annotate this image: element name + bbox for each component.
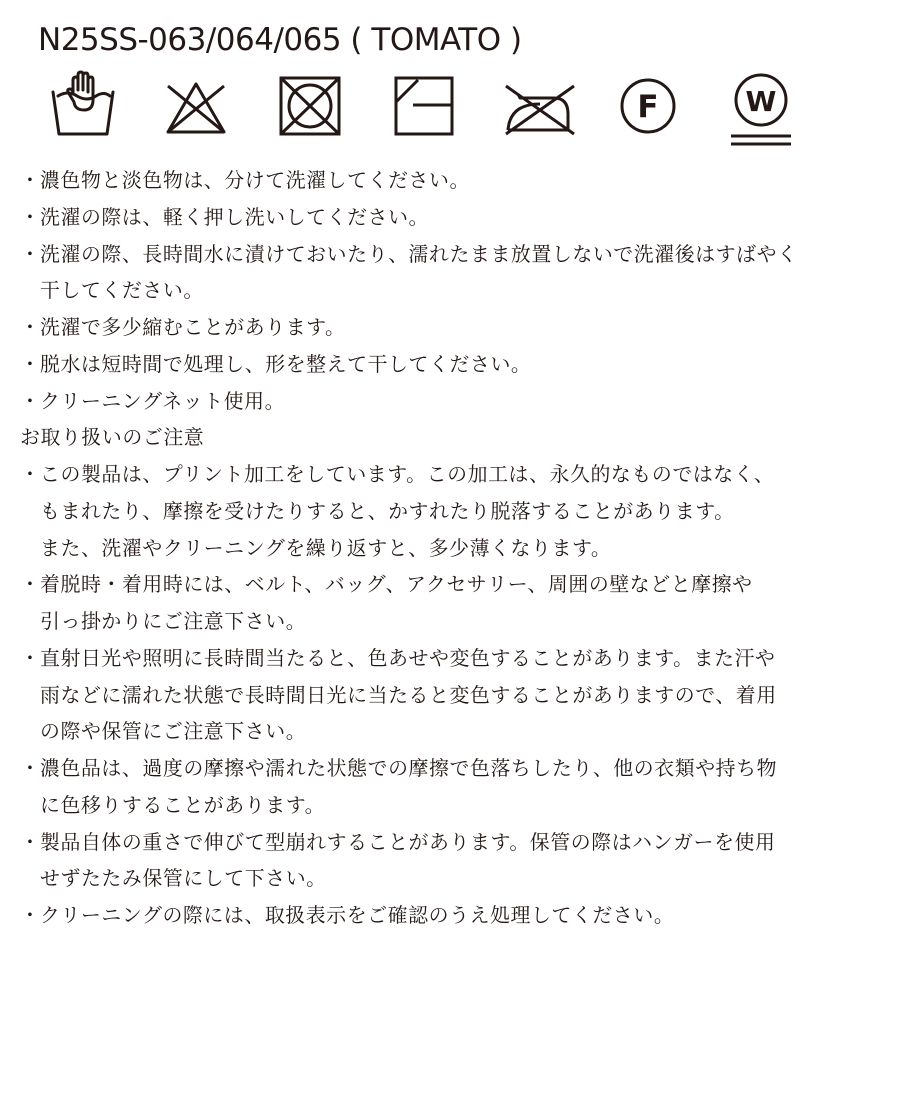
no-iron-icon	[500, 70, 580, 138]
caution-line	[20, 825, 900, 862]
instruction-text: 濃色物と淡色物は、分けて洗濯してください。	[40, 169, 470, 192]
bullet: ・	[20, 169, 41, 192]
caution-continuation: に色移りすることがあります。	[40, 793, 326, 817]
caution-continuation: また、洗濯やクリーニングを繰り返すと、多少薄くなります。	[40, 536, 612, 560]
no-tumble-dry-icon	[278, 70, 344, 138]
bullet: ・	[20, 316, 41, 339]
instruction-continuation: 干してください。	[40, 279, 204, 303]
instruction-text: 洗濯の際、長時間水に漬けておいたり、濡れたまま放置しないで洗濯後はすばやく	[40, 242, 798, 266]
caution-text: この製品は、プリント加工をしています。この加工は、永久的なものではなく、	[40, 463, 775, 486]
caution-line	[20, 457, 900, 494]
caution-text: クリーニングの際には、取扱表示をご確認のうえ処理してください。	[40, 904, 675, 927]
bullet: ・	[20, 205, 41, 229]
caution-text: 着脱時・着用時には、ベルト、バッグ、アクセサリー、周囲の壁などと摩擦や	[40, 573, 753, 597]
bullet: ・	[20, 904, 41, 927]
bullet: ・	[20, 757, 41, 780]
instruction-line	[20, 237, 900, 274]
caution-line	[20, 898, 900, 935]
instruction-text: 洗濯の際は、軽く押し洗いしてください。	[40, 205, 430, 229]
bullet: ・	[20, 463, 41, 486]
bullet: ・	[20, 646, 41, 670]
hand-wash-icon	[50, 70, 116, 138]
line-dry-in-shade-icon	[393, 70, 459, 138]
caution-continuation: 引っ掛かりにご注意下さい。	[40, 610, 307, 633]
product-code-title: N25SS-063/064/065 ( TOMATO )	[38, 22, 522, 58]
care-icons-row	[0, 70, 920, 155]
caution-text: 製品自体の重さで伸びて型崩れすることがあります。保管の際はハンガーを使用	[40, 830, 776, 854]
caution-line	[20, 567, 900, 604]
instruction-line	[20, 347, 900, 384]
svg-text:F: F	[637, 89, 659, 125]
caution-continuation: 雨などに濡れた状態で長時間日光に当たると変色することがありますので、着用	[40, 683, 777, 707]
dry-clean-f-icon	[618, 70, 682, 138]
caution-continuation: もまれたり、摩擦を受けたりすると、かすれたり脱落することがあります。	[40, 499, 735, 523]
bullet: ・	[20, 389, 41, 413]
no-bleach-icon	[163, 70, 229, 138]
bullet: ・	[20, 352, 41, 376]
caution-line	[20, 751, 900, 788]
caution-line	[20, 641, 900, 678]
care-instructions	[20, 163, 900, 935]
caution-text: 濃色品は、過度の摩擦や濡れた状態での摩擦で色落ちしたり、他の衣類や持ち物	[40, 757, 778, 780]
instruction-line	[20, 200, 900, 237]
instruction-text: 洗濯で多少縮むことがあります。	[40, 316, 346, 339]
instruction-line	[20, 310, 900, 347]
instruction-text: クリーニングネット使用。	[40, 389, 286, 413]
caution-continuation: せずたたみ保管にして下さい。	[40, 867, 327, 891]
bullet: ・	[20, 830, 41, 854]
instruction-line	[20, 384, 900, 421]
handling-caution-heading: お取り扱いのご注意	[20, 426, 205, 450]
svg-text:W: W	[745, 85, 777, 118]
instruction-line	[20, 163, 900, 200]
caution-text: 直射日光や照明に長時間当たると、色あせや変色することがあります。また汗や	[40, 646, 776, 670]
bullet: ・	[20, 242, 41, 266]
wet-clean-w-icon	[727, 70, 799, 150]
bullet: ・	[20, 573, 41, 597]
caution-continuation: の際や保管にご注意下さい。	[40, 720, 307, 744]
instruction-text: 脱水は短時間で処理し、形を整えて干してください。	[40, 352, 532, 376]
